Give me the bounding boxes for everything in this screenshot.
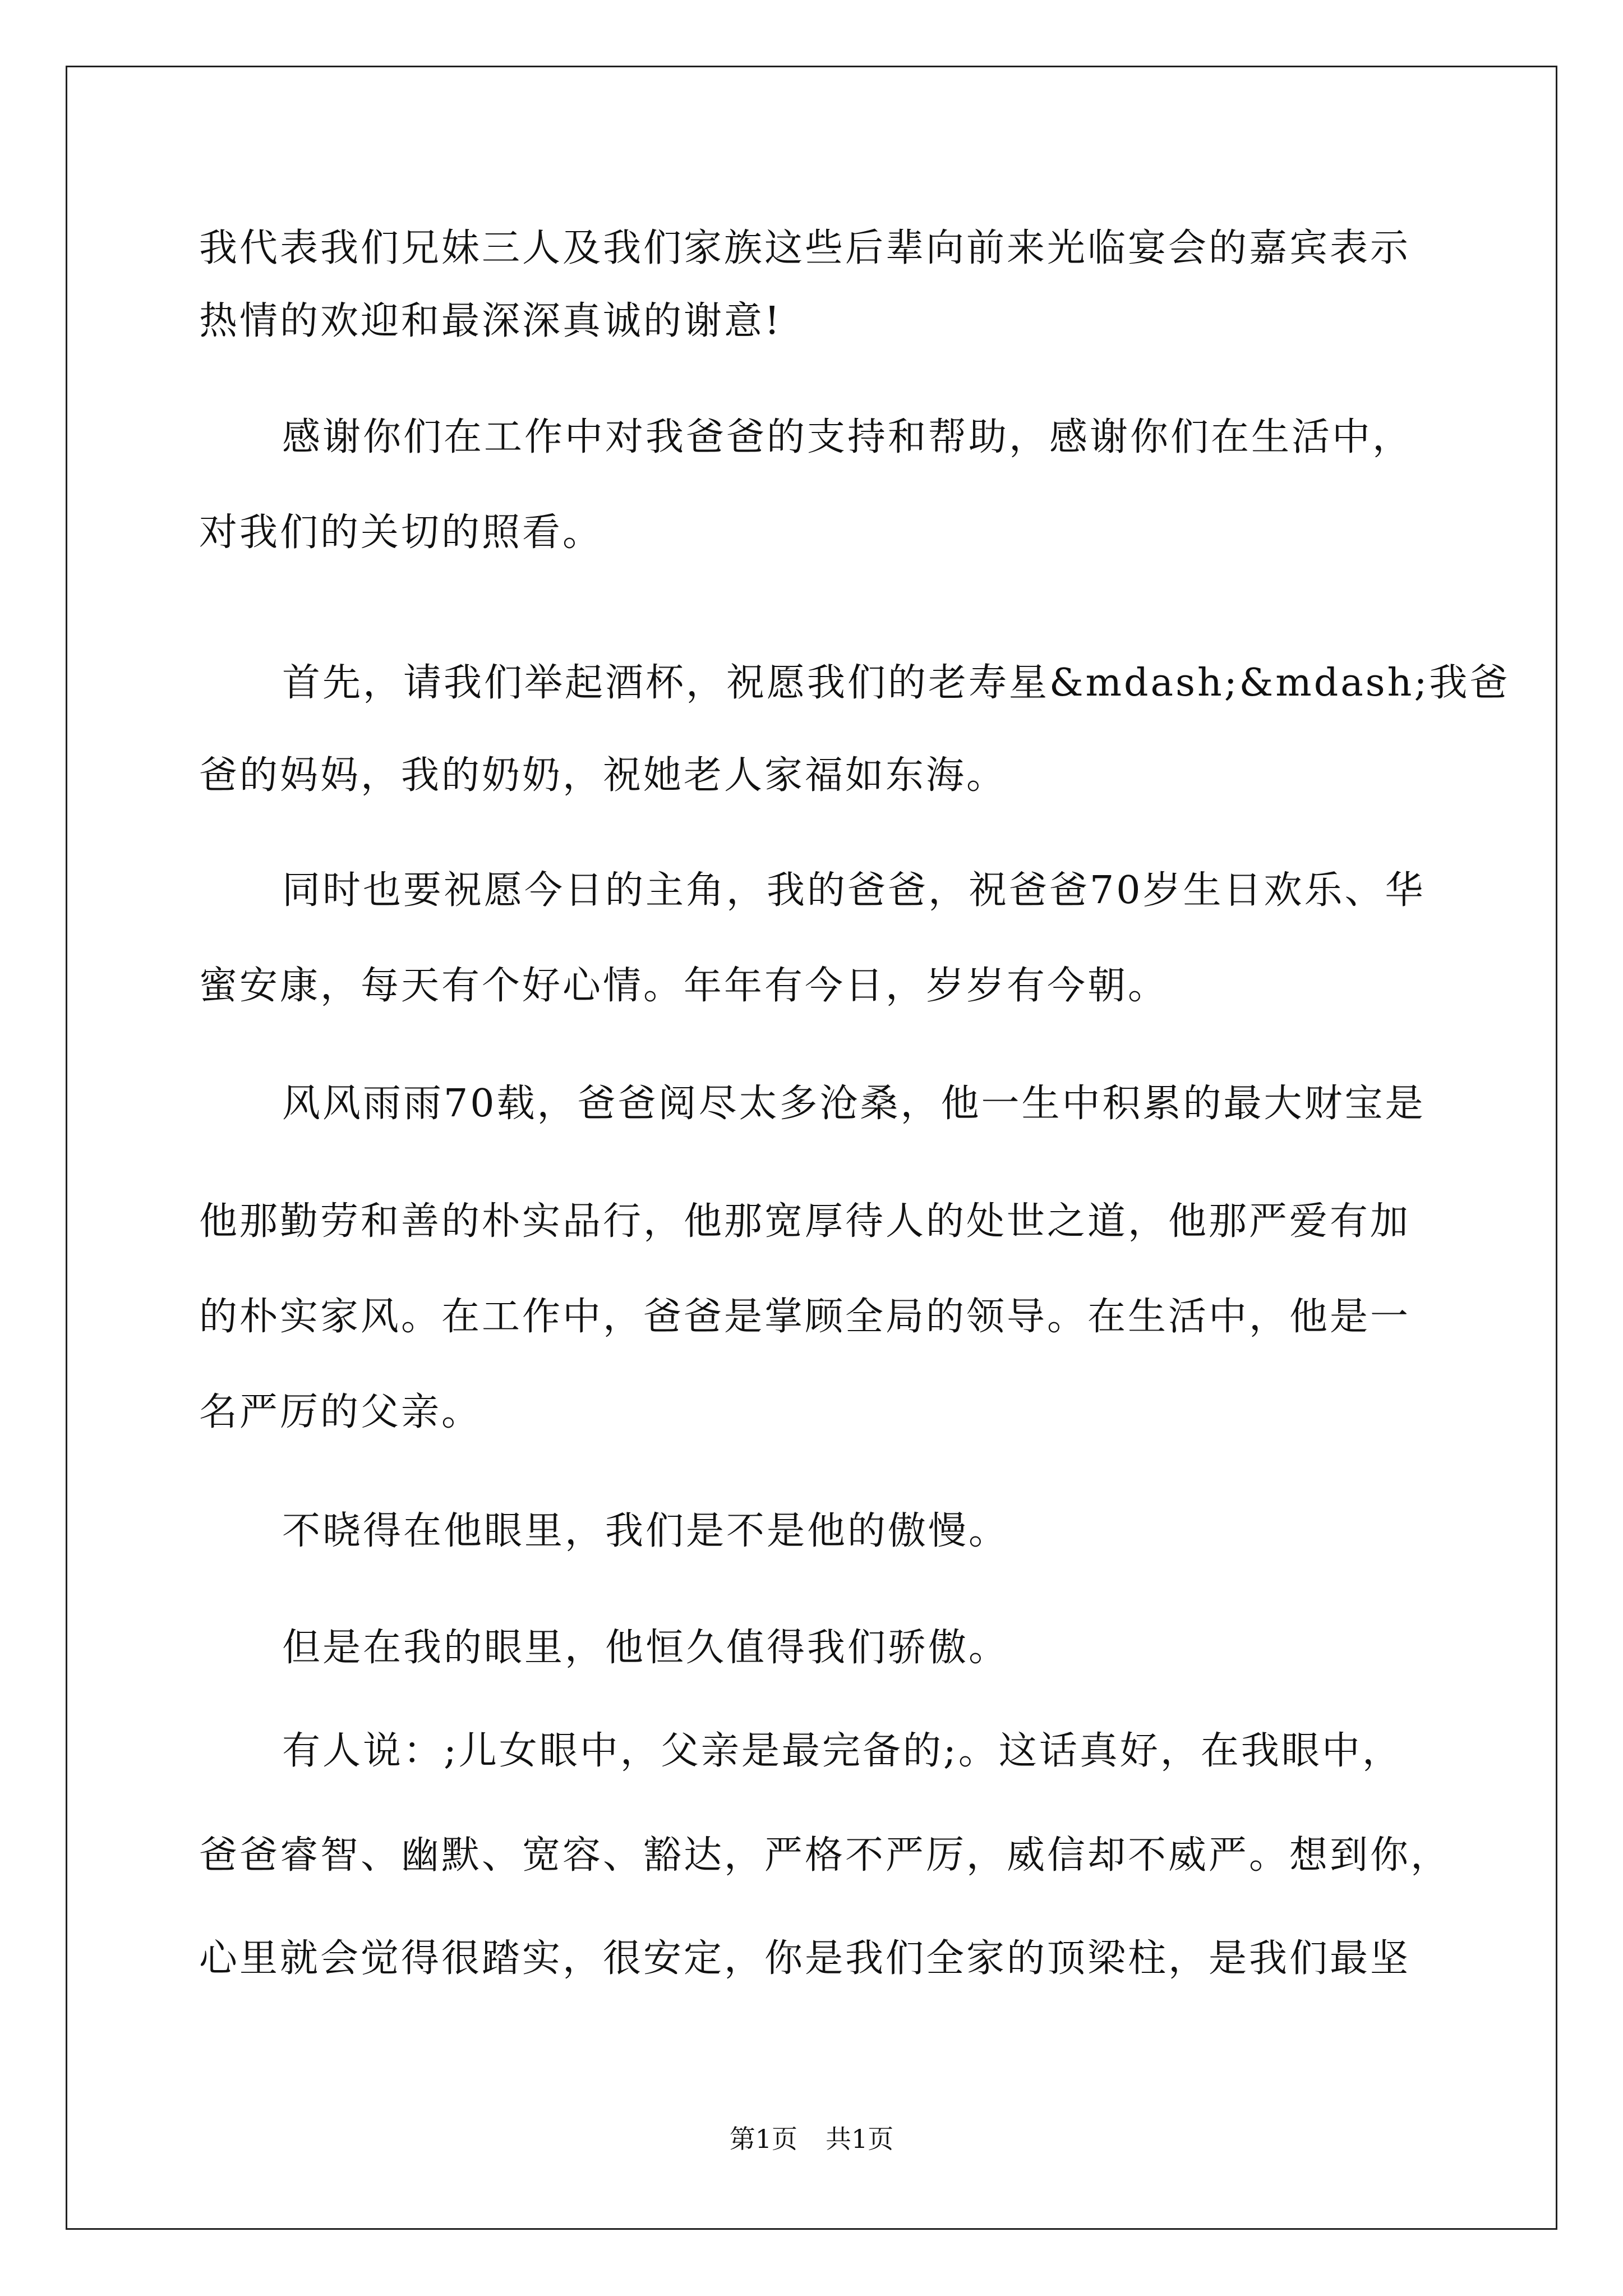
text-line: 但是在我的眼里，他恒久值得我们骄傲。 [282, 1626, 1009, 1670]
text-line: 热情的欢迎和最深深真诚的谢意! [199, 299, 782, 343]
text-line: 的朴实家风。在工作中，爸爸是掌顾全局的领导。在生活中，他是一 [199, 1295, 1411, 1339]
text-line: 我代表我们兄妹三人及我们家族这些后辈向前来光临宴会的嘉宾表示 [199, 226, 1411, 270]
text-line: 同时也要祝愿今日的主角，我的爸爸，祝爸爸70岁生日欢乐、华 [282, 868, 1426, 913]
text-line: 首先，请我们举起酒杯，祝愿我们的老寿星&mdash;&mdash;我爸 [282, 661, 1510, 705]
text-line: 感谢你们在工作中对我爸爸的支持和帮助，感谢你们在生活中， [282, 415, 1413, 459]
page-total: 共1页 [826, 2124, 894, 2154]
text-line: 风风雨雨70载，爸爸阅尽太多沧桑，他一生中积累的最大财宝是 [282, 1082, 1426, 1126]
page-border [66, 66, 1557, 2230]
text-line: 名严厉的父亲。 [199, 1390, 482, 1434]
text-line: 有人说：;儿女眼中，父亲是最完备的;。这话真好，在我眼中， [282, 1729, 1403, 1773]
text-line: 对我们的关切的照看。 [199, 510, 603, 555]
page-footer [0, 2123, 1623, 2155]
text-line: 爸的妈妈，我的奶奶，祝她老人家福如东海。 [199, 753, 1007, 798]
text-line: 蜜安康，每天有个好心情。年年有今日，岁岁有今朝。 [199, 964, 1169, 1008]
text-line: 心里就会觉得很踏实，很安定，你是我们全家的顶梁柱，是我们最坚 [199, 1936, 1411, 1981]
text-line: 不晓得在他眼里，我们是不是他的傲慢。 [282, 1509, 1009, 1553]
text-line: 他那勤劳和善的朴实品行，他那宽厚待人的处世之道，他那严爱有加 [199, 1199, 1411, 1244]
text-line: 爸爸睿智、幽默、宽容、豁达，严格不严厉，威信却不威严。想到你， [199, 1833, 1451, 1878]
page-number: 第1页 [729, 2124, 797, 2154]
